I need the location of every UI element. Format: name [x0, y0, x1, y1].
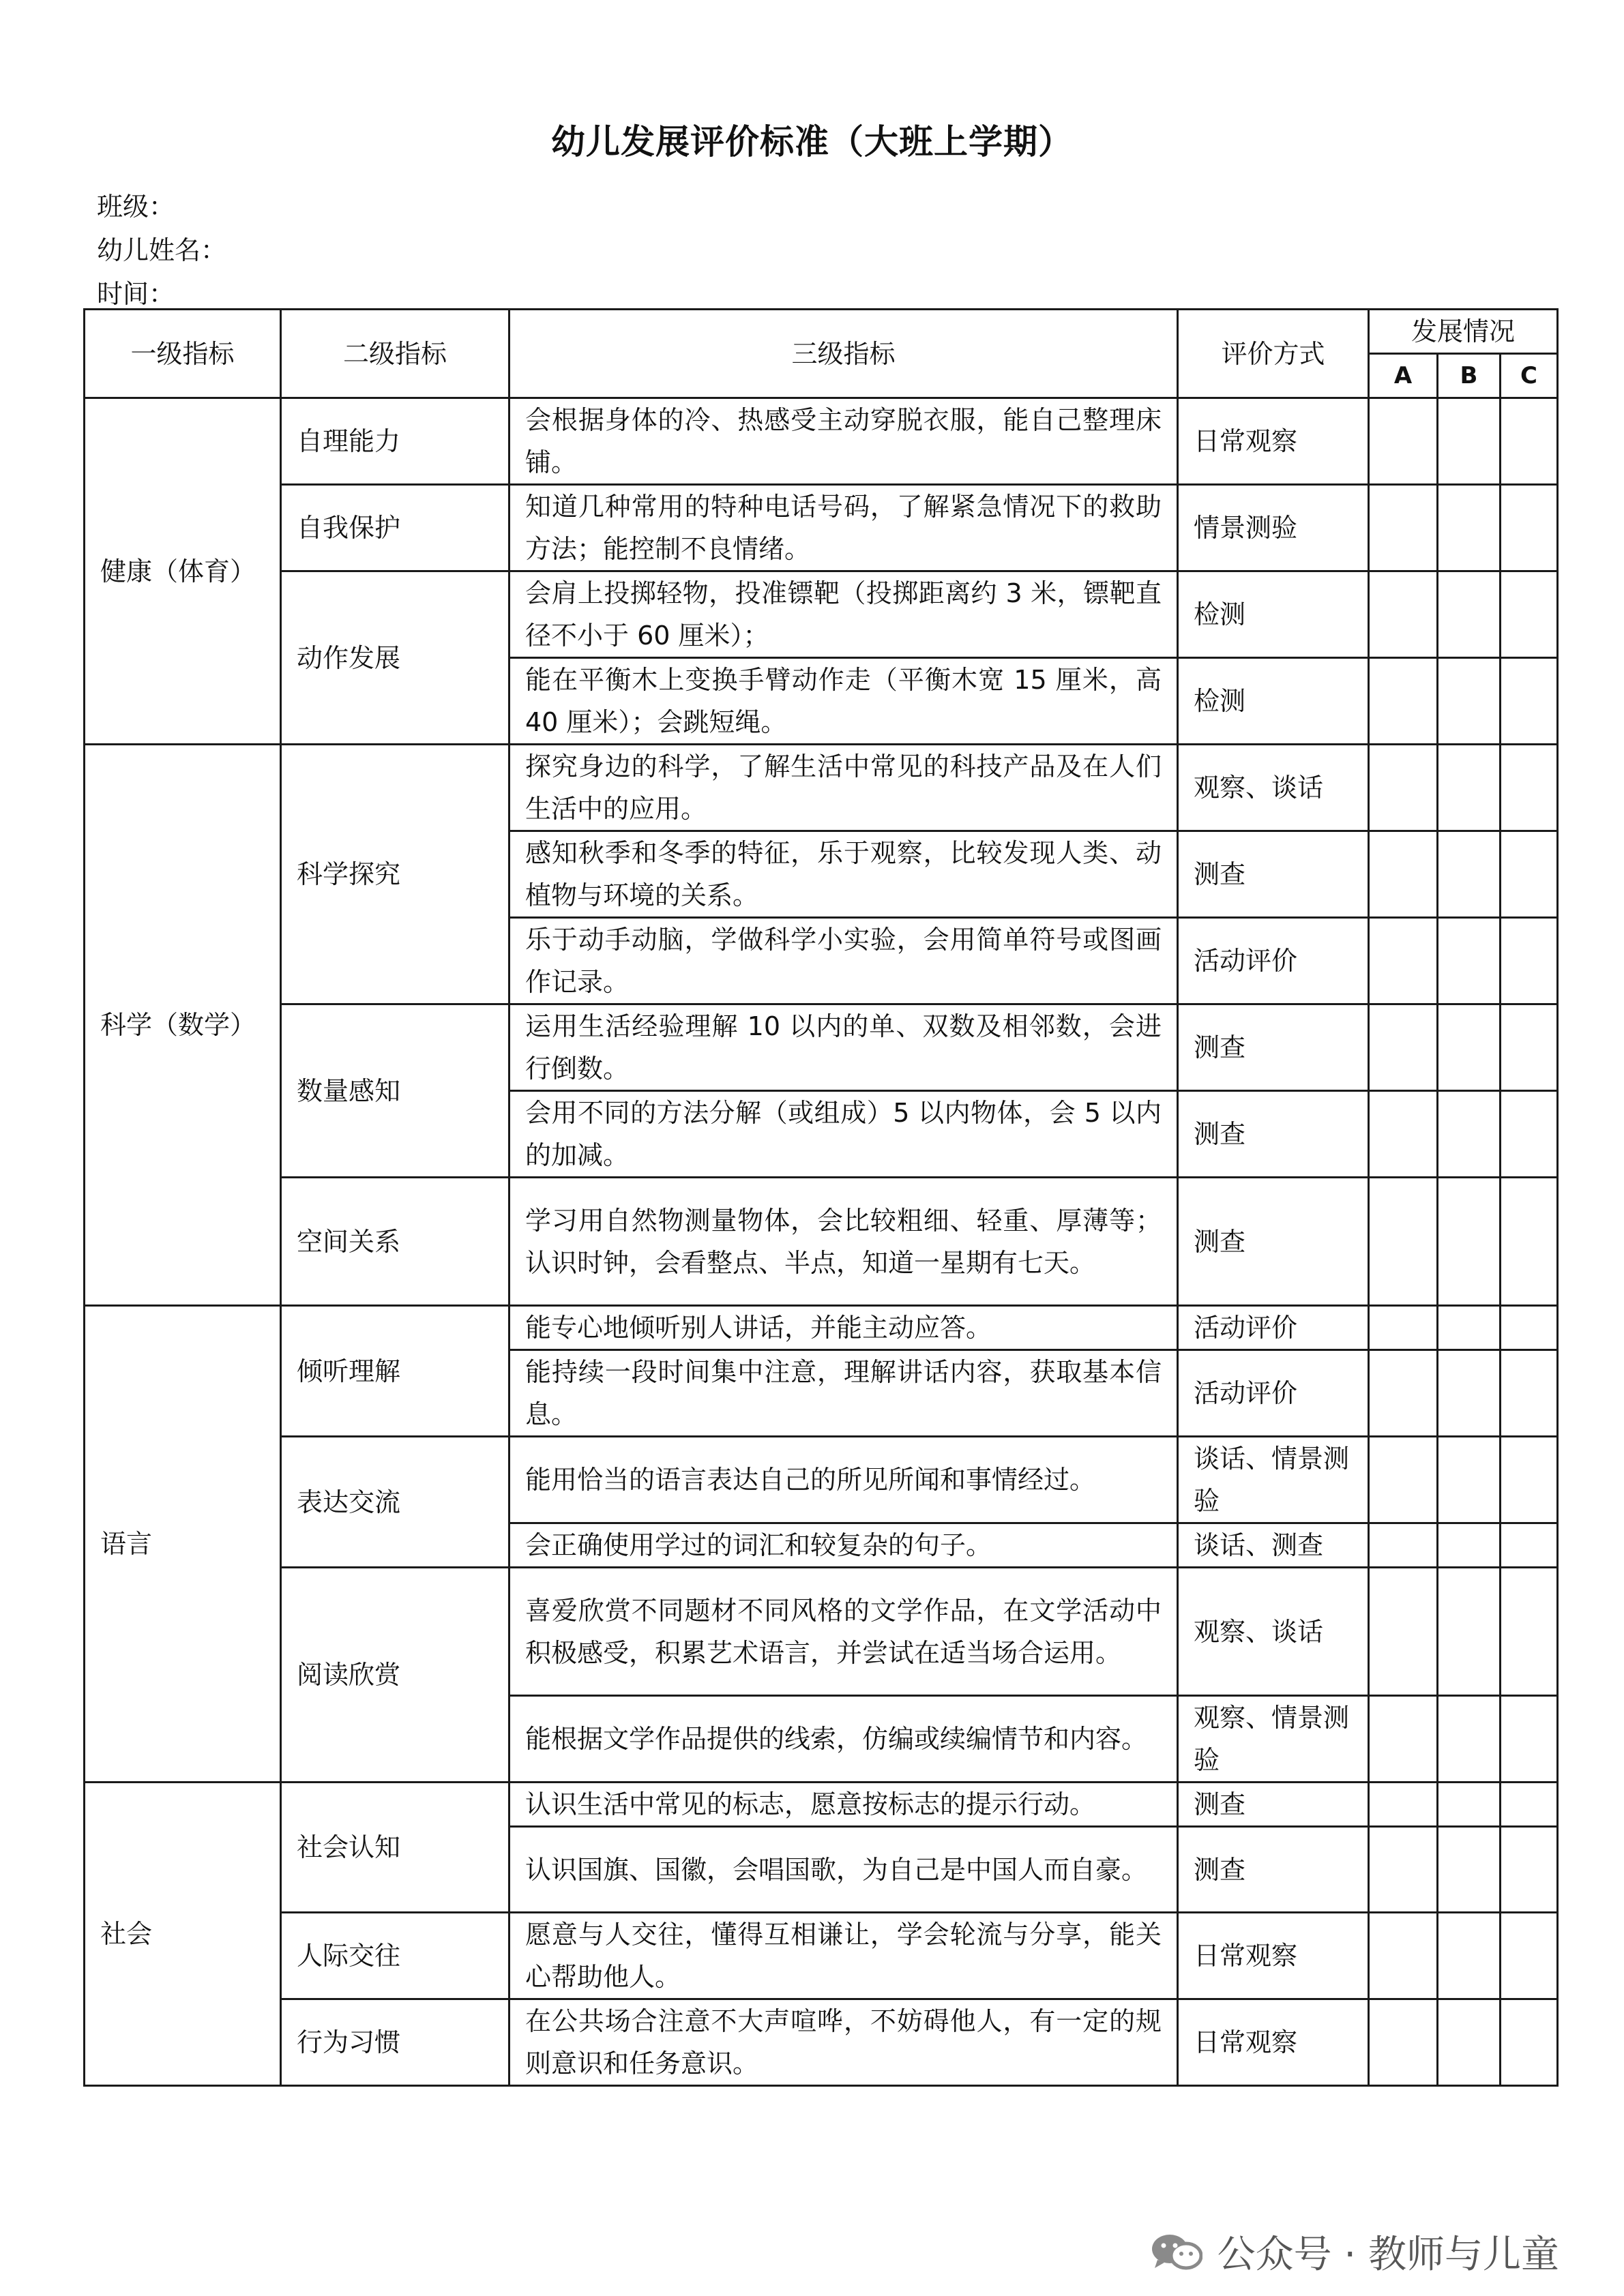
header-method: 评价方式	[1178, 310, 1369, 398]
grade-c-cell[interactable]	[1501, 1178, 1558, 1306]
level3-cell: 乐于动手动脑，学做科学小实验，会用简单符号或图画作记录。	[510, 918, 1178, 1004]
watermark-text: 公众号 · 教师与儿童	[1217, 2233, 1559, 2277]
level3-cell: 认识国旗、国徽，会唱国歌，为自己是中国人而自豪。	[510, 1827, 1178, 1913]
child-name-field-label: 幼儿姓名：	[97, 235, 227, 265]
table-row	[85, 485, 1558, 571]
level3-cell: 能持续一段时间集中注意，理解讲话内容，获取基本信息。	[510, 1350, 1178, 1437]
grade-b-cell[interactable]	[1438, 918, 1501, 1004]
grade-a-cell[interactable]	[1369, 1437, 1438, 1523]
level3-cell: 感知秋季和冬季的特征，乐于观察，比较发现人类、动植物与环境的关系。	[510, 831, 1178, 918]
grade-a-cell[interactable]	[1369, 1523, 1438, 1568]
level2-cell: 动作发展	[281, 571, 510, 745]
method-cell: 观察、谈话	[1178, 1568, 1369, 1696]
method-cell: 测查	[1178, 831, 1369, 918]
table-row	[85, 1568, 1558, 1696]
grade-b-cell[interactable]	[1438, 1913, 1501, 1999]
grade-b-cell[interactable]	[1438, 1568, 1501, 1696]
table-row	[85, 1004, 1558, 1091]
method-cell: 谈话、情景测验	[1178, 1437, 1369, 1523]
time-field-label: 时间：	[97, 279, 175, 309]
evaluation-table	[83, 308, 1559, 2087]
method-cell: 活动评价	[1178, 918, 1369, 1004]
grade-a-cell[interactable]	[1369, 1783, 1438, 1827]
grade-c-cell[interactable]	[1501, 831, 1558, 918]
table-row	[85, 1783, 1558, 1827]
grade-a-cell[interactable]	[1369, 1827, 1438, 1913]
grade-c-cell[interactable]	[1501, 918, 1558, 1004]
method-cell: 检测	[1178, 571, 1369, 658]
watermark	[1149, 2224, 1559, 2279]
grade-b-cell[interactable]	[1438, 398, 1501, 485]
level2-cell: 自理能力	[281, 398, 510, 485]
grade-b-cell[interactable]	[1438, 745, 1501, 831]
grade-b-cell[interactable]	[1438, 1999, 1501, 2086]
grade-b-cell[interactable]	[1438, 1350, 1501, 1437]
grade-a-cell[interactable]	[1369, 1568, 1438, 1696]
grade-a-cell[interactable]	[1369, 1696, 1438, 1783]
method-cell: 测查	[1178, 1783, 1369, 1827]
grade-c-cell[interactable]	[1501, 1523, 1558, 1568]
level2-cell: 阅读欣赏	[281, 1568, 510, 1783]
grade-b-cell[interactable]	[1438, 1091, 1501, 1178]
grade-c-cell[interactable]	[1501, 745, 1558, 831]
grade-c-cell[interactable]	[1501, 1091, 1558, 1178]
grade-c-cell[interactable]	[1501, 485, 1558, 571]
method-cell: 测查	[1178, 1091, 1369, 1178]
grade-b-cell[interactable]	[1438, 1178, 1501, 1306]
grade-a-cell[interactable]	[1369, 571, 1438, 658]
grade-a-cell[interactable]	[1369, 1091, 1438, 1178]
grade-a-cell[interactable]	[1369, 918, 1438, 1004]
grade-b-cell[interactable]	[1438, 658, 1501, 745]
grade-a-cell[interactable]	[1369, 485, 1438, 571]
grade-c-cell[interactable]	[1501, 398, 1558, 485]
grade-c-cell[interactable]	[1501, 1568, 1558, 1696]
method-cell: 观察、情景测验	[1178, 1696, 1369, 1783]
grade-c-cell[interactable]	[1501, 1696, 1558, 1783]
table-row	[85, 398, 1558, 485]
class-field-label: 班级：	[97, 192, 175, 222]
table-row	[85, 1178, 1558, 1306]
grade-a-cell[interactable]	[1369, 745, 1438, 831]
level1-cell: 健康（体育）	[85, 398, 281, 745]
level3-cell: 知道几种常用的特种电话号码，了解紧急情况下的救助方法；能控制不良情绪。	[510, 485, 1178, 571]
method-cell: 活动评价	[1178, 1306, 1369, 1350]
table-row	[85, 745, 1558, 831]
level3-cell: 在公共场合注意不大声喧哗，不妨碍他人，有一定的规则意识和任务意识。	[510, 1999, 1178, 2086]
grade-b-cell[interactable]	[1438, 485, 1501, 571]
wechat-icon	[1149, 2233, 1202, 2271]
grade-a-cell[interactable]	[1369, 1913, 1438, 1999]
grade-a-cell[interactable]	[1369, 398, 1438, 485]
grade-a-cell[interactable]	[1369, 658, 1438, 745]
table-row	[85, 1913, 1558, 1999]
level1-cell: 科学（数学）	[85, 745, 281, 1306]
level2-cell: 科学探究	[281, 745, 510, 1004]
method-cell: 日常观察	[1178, 398, 1369, 485]
level3-cell: 能根据文学作品提供的线索，仿编或续编情节和内容。	[510, 1696, 1178, 1783]
grade-c-cell[interactable]	[1501, 1004, 1558, 1091]
method-cell: 日常观察	[1178, 1913, 1369, 1999]
header-level3: 三级指标	[510, 310, 1178, 398]
header-level2: 二级指标	[281, 310, 510, 398]
grade-a-cell[interactable]	[1369, 1350, 1438, 1437]
level3-cell: 能在平衡木上变换手臂动作走（平衡木宽 15 厘米，高 40 厘米）；会跳短绳。	[510, 658, 1178, 745]
level3-cell: 能专心地倾听别人讲话，并能主动应答。	[510, 1306, 1178, 1350]
grade-a-cell[interactable]	[1369, 1178, 1438, 1306]
method-cell: 情景测验	[1178, 485, 1369, 571]
level2-cell: 行为习惯	[281, 1999, 510, 2086]
method-cell: 观察、谈话	[1178, 745, 1369, 831]
level2-cell: 社会认知	[281, 1783, 510, 1913]
header-level1: 一级指标	[85, 310, 281, 398]
table-row	[85, 571, 1558, 658]
method-cell: 测查	[1178, 1827, 1369, 1913]
grade-a-cell[interactable]	[1369, 1306, 1438, 1350]
grade-b-cell[interactable]	[1438, 831, 1501, 918]
level3-cell: 认识生活中常见的标志，愿意按标志的提示行动。	[510, 1783, 1178, 1827]
level1-cell: 社会	[85, 1783, 281, 2086]
header-development: 发展情况	[1369, 310, 1558, 354]
grade-b-cell[interactable]	[1438, 1827, 1501, 1913]
grade-c-cell[interactable]	[1501, 571, 1558, 658]
grade-b-cell[interactable]	[1438, 1004, 1501, 1091]
grade-c-cell[interactable]	[1501, 1437, 1558, 1523]
level3-cell: 喜爱欣赏不同题材不同风格的文学作品，在文学活动中积极感受，积累艺术语言，并尝试在适当场合运用。	[510, 1568, 1178, 1696]
level3-cell: 会用不同的方法分解（或组成）5 以内物体，会 5 以内的加减。	[510, 1091, 1178, 1178]
grade-b-cell[interactable]	[1438, 1306, 1501, 1350]
level3-cell: 会正确使用学过的词汇和较复杂的句子。	[510, 1523, 1178, 1568]
method-cell: 测查	[1178, 1004, 1369, 1091]
grade-b-cell[interactable]	[1438, 1437, 1501, 1523]
level3-cell: 愿意与人交往，懂得互相谦让，学会轮流与分享，能关心帮助他人。	[510, 1913, 1178, 1999]
grade-b-cell[interactable]	[1438, 1523, 1501, 1568]
header-grade-b: B	[1438, 354, 1501, 398]
grade-c-cell[interactable]	[1501, 1827, 1558, 1913]
grade-b-cell[interactable]	[1438, 571, 1501, 658]
method-cell: 谈话、测查	[1178, 1523, 1369, 1568]
level2-cell: 数量感知	[281, 1004, 510, 1178]
method-cell: 日常观察	[1178, 1999, 1369, 2086]
level2-cell: 倾听理解	[281, 1306, 510, 1437]
grade-a-cell[interactable]	[1369, 1999, 1438, 2086]
method-cell: 检测	[1178, 658, 1369, 745]
level3-cell: 能用恰当的语言表达自己的所见所闻和事情经过。	[510, 1437, 1178, 1523]
page-title: 幼儿发展评价标准（大班上学期）	[551, 122, 1073, 162]
method-cell: 测查	[1178, 1178, 1369, 1306]
grade-c-cell[interactable]	[1501, 1350, 1558, 1437]
grade-c-cell[interactable]	[1501, 1913, 1558, 1999]
grade-b-cell[interactable]	[1438, 1696, 1501, 1783]
table-row	[85, 1999, 1558, 2086]
grade-b-cell[interactable]	[1438, 1783, 1501, 1827]
level2-cell: 空间关系	[281, 1178, 510, 1306]
level3-cell: 会根据身体的冷、热感受主动穿脱衣服，能自己整理床铺。	[510, 398, 1178, 485]
header-grade-c: C	[1501, 354, 1558, 398]
grade-c-cell[interactable]	[1501, 1306, 1558, 1350]
table-row	[85, 1437, 1558, 1523]
grade-a-cell[interactable]	[1369, 831, 1438, 918]
level1-cell: 语言	[85, 1306, 281, 1783]
grade-c-cell[interactable]	[1501, 1783, 1558, 1827]
grade-a-cell[interactable]	[1369, 1004, 1438, 1091]
header-grade-a: A	[1369, 354, 1438, 398]
level2-cell: 表达交流	[281, 1437, 510, 1568]
table-row	[85, 1306, 1558, 1350]
method-cell: 活动评价	[1178, 1350, 1369, 1437]
level3-cell: 学习用自然物测量物体，会比较粗细、轻重、厚薄等；认识时钟，会看整点、半点，知道一星期有七天。	[510, 1178, 1178, 1306]
level3-cell: 探究身边的科学，了解生活中常见的科技产品及在人们生活中的应用。	[510, 745, 1178, 831]
grade-c-cell[interactable]	[1501, 658, 1558, 745]
level2-cell: 自我保护	[281, 485, 510, 571]
grade-c-cell[interactable]	[1501, 1999, 1558, 2086]
level3-cell: 会肩上投掷轻物，投准镖靶（投掷距离约 3 米，镖靶直径不小于 60 厘米）；	[510, 571, 1178, 658]
level3-cell: 运用生活经验理解 10 以内的单、双数及相邻数，会进行倒数。	[510, 1004, 1178, 1091]
level2-cell: 人际交往	[281, 1913, 510, 1999]
